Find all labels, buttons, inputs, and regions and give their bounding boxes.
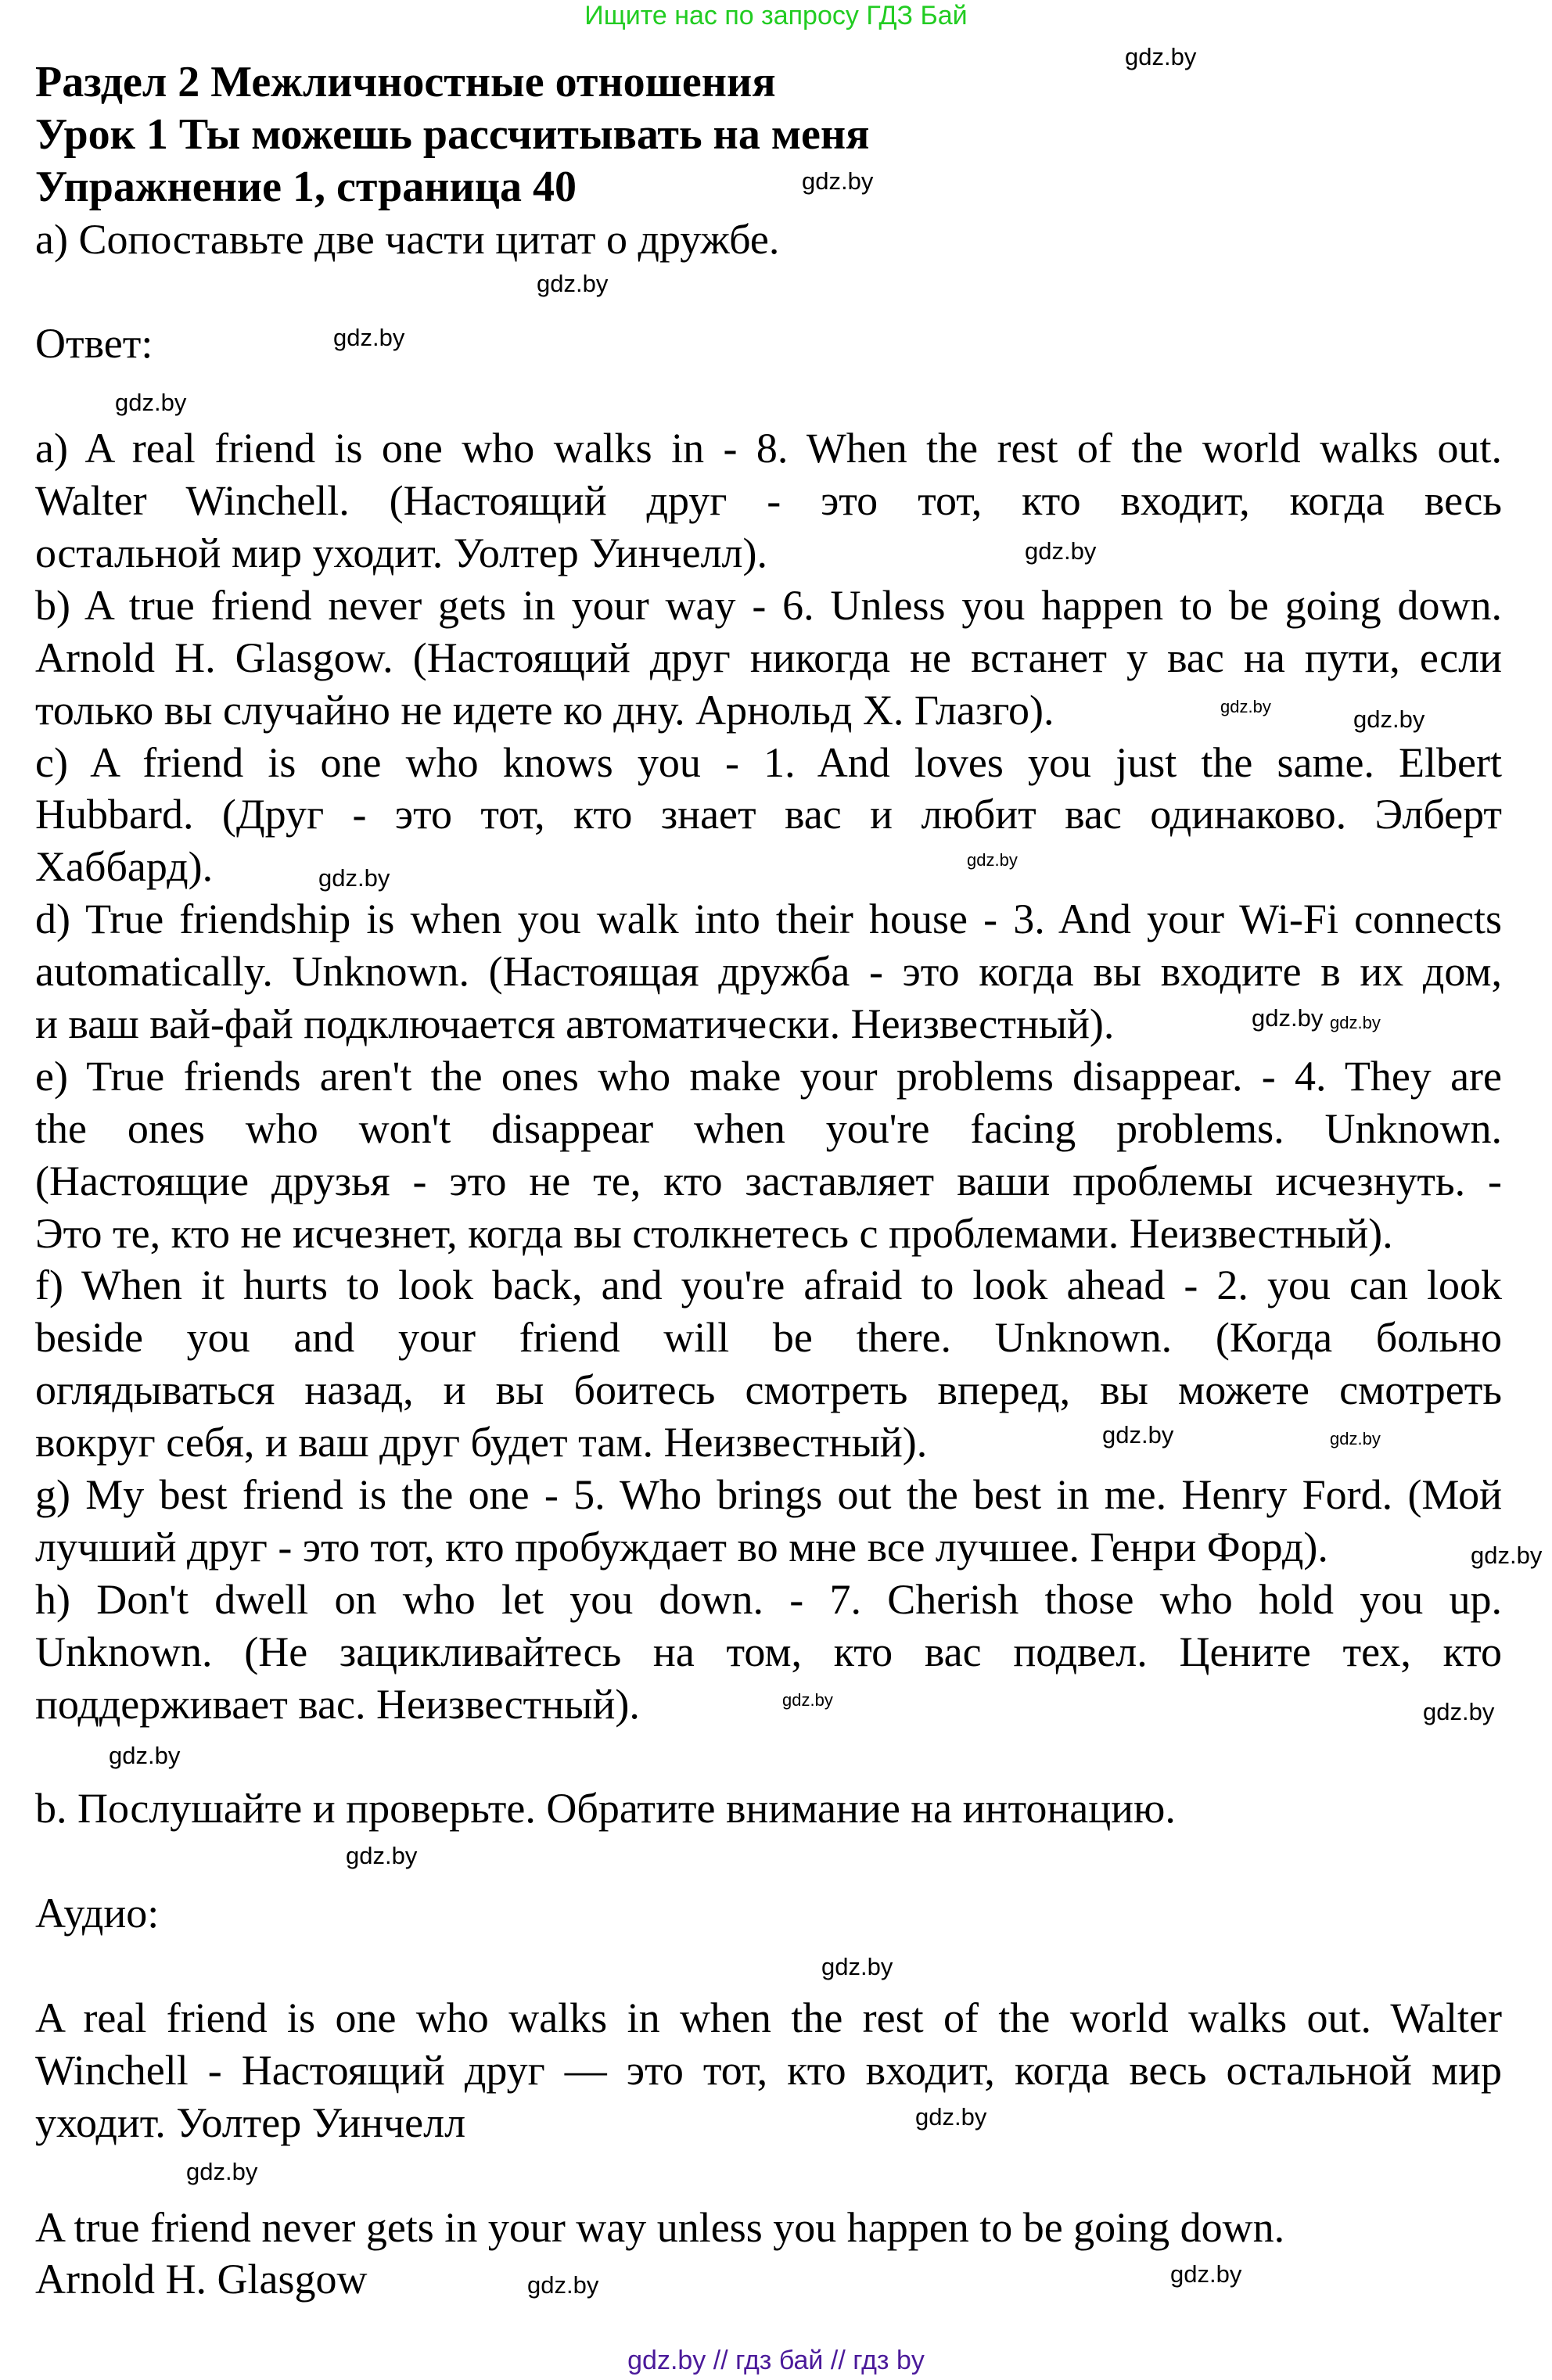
watermark: gdz.by (1423, 1698, 1495, 1725)
watermark: gdz.by (1170, 2260, 1242, 2288)
spacer (35, 1731, 1502, 1783)
text-line: Это те, кто не исчезнет, когда вы столкнетесь с проблемами. Неизвестный). (35, 1209, 1393, 1257)
watermark: gdz.by (782, 1690, 833, 1710)
watermark: gdz.by (1125, 43, 1197, 70)
watermark: gdz.by (346, 1842, 418, 1869)
watermark: gdz.by (333, 324, 405, 351)
text-line: оглядываться назад, и вы боитесь смотреть вперед, вы можете смотреть (35, 1366, 1502, 1414)
watermark: gdz.by (1252, 1004, 1324, 1032)
text-line: уходит. Уолтер Уинчелл (35, 2098, 466, 2146)
watermark: gdz.by (1025, 537, 1097, 565)
watermark: gdz.by (527, 2271, 599, 2299)
text-line: h) Don't dwell on who let you down. - 7. Cherish those who hold you up. (35, 1575, 1502, 1623)
watermark: gdz.by (915, 2103, 987, 2131)
text-line: e) True friends aren't the ones who make your problems disappear. - 4. They are (35, 1052, 1502, 1100)
watermark: gdz.by (1220, 697, 1271, 716)
text-line: A true friend never gets in your way unless you happen to be going down. (35, 2203, 1285, 2251)
spacer (35, 1940, 1502, 1992)
text-line: f) When it hurts to look back, and you're afraid to look ahead - 2. you can look (35, 1262, 1502, 1309)
text-line: Хаббард). (35, 843, 214, 891)
text-line: Arnold H. Glasgow (35, 2256, 368, 2303)
text-line: g) My best friend is the one - 5. Who brings out the best in me. Henry Ford. (Мой (35, 1471, 1502, 1519)
search-banner[interactable]: Ищите нас по запросу ГДЗ Бай (584, 1, 968, 31)
text-line: только вы случайно не идете ко дну. Арнольд Х. Глазго). (35, 686, 1054, 734)
task-a: а) Сопоставьте две части цитат о дружбе. (35, 215, 780, 263)
text-line: b) A true friend never gets in your way - 6. Unless you happen to be going down. (35, 581, 1502, 629)
text-line: d) True friendship is when you walk into their house - 3. And your Wi-Fi connects (35, 896, 1502, 943)
audio-label: Аудио: (35, 1890, 160, 1937)
text-line: и ваш вай-фай подключается автоматически. Неизвестный). (35, 1000, 1115, 1048)
spacer (35, 266, 1502, 318)
watermark: gdz.by (186, 2158, 258, 2185)
watermark: gdz.by (1102, 1421, 1174, 1448)
text-line: a) A real friend is one who walks in - 8. When the rest of the world walks out. (35, 425, 1502, 472)
watermark: gdz.by (821, 1953, 893, 1980)
lesson-heading: Урок 1 Ты можешь рассчитывать на меня (35, 109, 870, 159)
text-line: Walter Winchell. (Настоящий друг - это тот, кто входит, когда весь (35, 477, 1502, 525)
answer-label: Ответ: (35, 320, 153, 368)
text-line: beside you and your friend will be there. Unknown. (Когда больно (35, 1314, 1502, 1362)
footer-links[interactable]: gdz.by // гдз бай // гдз by (627, 2346, 925, 2375)
watermark: gdz.by (115, 389, 187, 416)
watermark: gdz.by (537, 270, 609, 297)
watermark: gdz.by (318, 864, 390, 892)
task-b: b. Послушайте и проверьте. Обратите внимание на интонацию. (35, 1785, 1176, 1833)
text-line: Hubbard. (Друг - это тот, кто знает вас и любит вас одинаково. Элберт (35, 791, 1502, 838)
audio-quote (35, 1992, 1502, 2149)
document-body (35, 56, 1502, 2306)
audio-quote (35, 2202, 1502, 2306)
text-line: Winchell - Настоящий друг — это тот, кто входит, когда весь остальной мир (35, 2046, 1502, 2094)
text-line: automatically. Unknown. (Настоящая дружба - это когда вы входите в их дом, (35, 948, 1502, 996)
section-heading: Раздел 2 Межличностные отношения (35, 58, 776, 106)
text-line: поддерживает вас. Неизвестный). (35, 1680, 640, 1728)
text-line: Unknown. (Не зацикливайтесь на том, кто вас подвел. Цените тех, кто (35, 1628, 1502, 1675)
answers-list (35, 422, 1502, 1730)
spacer (35, 1835, 1502, 1887)
watermark: gdz.by (1330, 1429, 1381, 1448)
text-line: вокруг себя, и ваш друг будет там. Неизвестный). (35, 1419, 928, 1466)
text-line: лучший друг - это тот, кто пробуждает во мне все лучшее. Генри Форд). (35, 1523, 1328, 1571)
text-line: c) A friend is one who knows you - 1. And loves you just the same. Elbert (35, 738, 1502, 786)
watermark: gdz.by (109, 1742, 181, 1769)
text-line: остальной мир уходит. Уолтер Уинчелл). (35, 529, 767, 577)
watermark: gdz.by (967, 850, 1018, 870)
watermark: gdz.by (1353, 705, 1425, 733)
watermark: gdz.by (802, 167, 874, 195)
exercise-heading: Упражнение 1, страница 40 (35, 162, 577, 211)
spacer (35, 370, 1502, 422)
watermark: gdz.by (1330, 1013, 1381, 1032)
text-line: Arnold H. Glasgow. (Настоящий друг никогда не встанет у вас на пути, если (35, 634, 1502, 681)
watermark: gdz.by (1471, 1542, 1543, 1569)
text-line: (Настоящие друзья - это не те, кто заставляет ваши проблемы исчезнуть. - (35, 1157, 1502, 1204)
text-line: A real friend is one who walks in when the rest of the world walks out. Walter (35, 1994, 1502, 2041)
text-line: the ones who won't disappear when you're facing problems. Unknown. (35, 1104, 1502, 1152)
